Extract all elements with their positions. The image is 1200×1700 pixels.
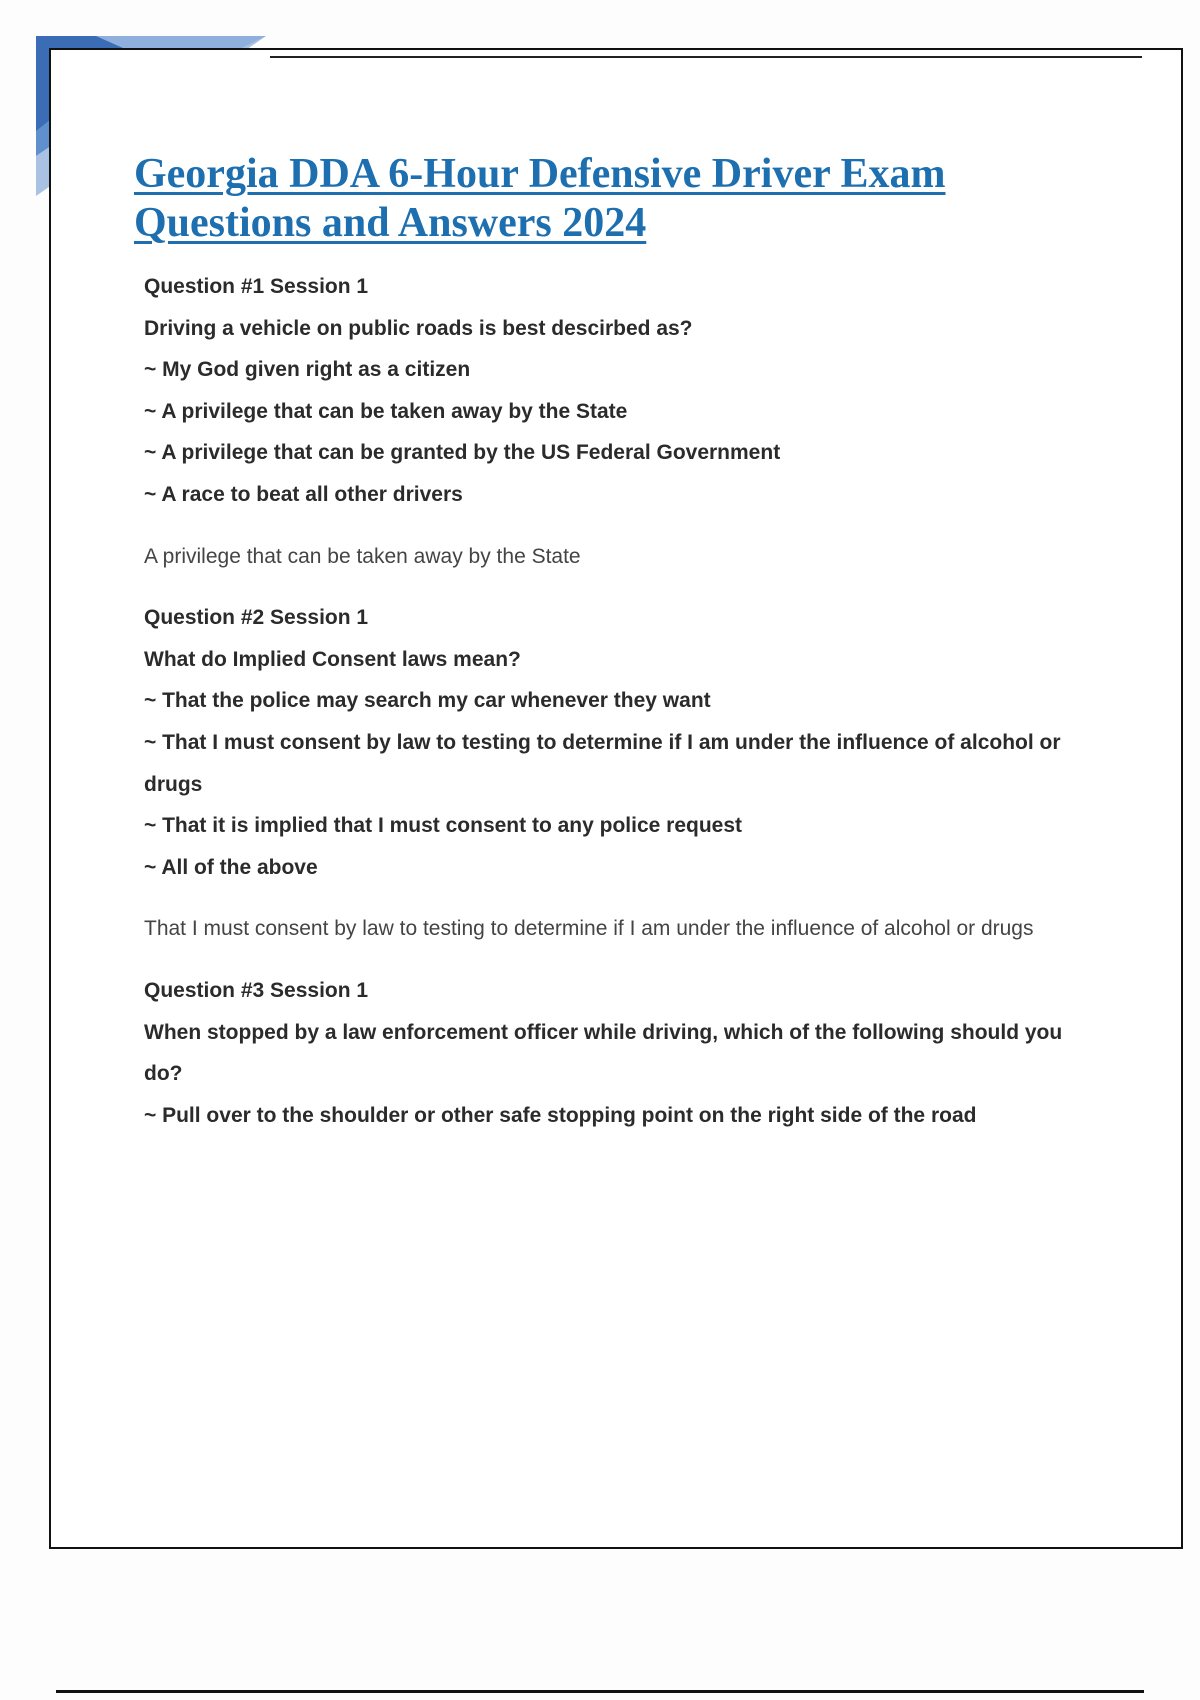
option: ~ That it is implied that I must consent to any police request <box>144 814 743 838</box>
question-header: Question #2 Session 1 <box>144 606 369 630</box>
option: ~ Pull over to the shoulder or other safe stopping point on the right side of the road <box>144 1103 977 1127</box>
option: ~ That I must consent by law to testing to determine if I am under the influence of alcohol or drugs <box>144 730 1061 796</box>
page-number: 1 <box>81 56 92 76</box>
option: ~ A privilege that can be granted by the US Federal Government <box>144 441 781 465</box>
footer-rule <box>56 1690 1144 1693</box>
option: ~ A race to beat all other drivers <box>144 482 463 506</box>
document-title <box>134 150 1034 248</box>
answer: A privilege that can be taken away by the State <box>144 544 581 568</box>
document-title-text: Georgia DDA 6-Hour Defensive Driver Exam Questions and Answers 2024 <box>134 151 946 246</box>
question-3 <box>144 970 1079 1136</box>
option: ~ That the police may search my car whenever they want <box>144 689 711 713</box>
option: ~ All of the above <box>144 855 318 879</box>
question-prompt: Driving a vehicle on public roads is best descirbed as? <box>144 316 693 340</box>
questions-list <box>144 266 1079 1136</box>
answer: That I must consent by law to testing to determine if I am under the influence of alcohol or drugs <box>144 917 1034 941</box>
question-prompt: When stopped by a law enforcement officer while driving, which of the following should you do? <box>144 1020 1063 1086</box>
header-rule <box>270 56 1142 58</box>
question-prompt: What do Implied Consent laws mean? <box>144 647 521 671</box>
question-1 <box>144 266 1079 577</box>
question-header: Question #1 Session 1 <box>144 275 369 298</box>
option: ~ A privilege that can be taken away by the State <box>144 399 628 423</box>
question-2 <box>144 597 1079 950</box>
question-header: Question #3 Session 1 <box>144 978 369 1002</box>
option: ~ My God given right as a citizen <box>144 358 471 382</box>
